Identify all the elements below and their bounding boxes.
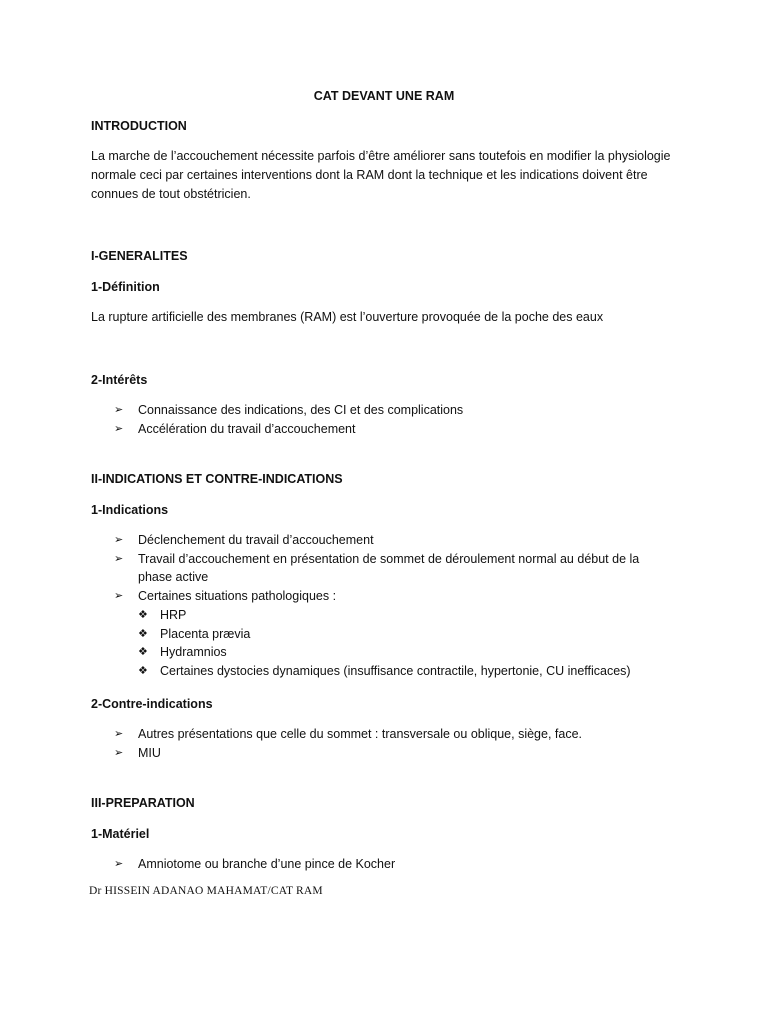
diamond-bullet-icon: ❖	[138, 626, 148, 640]
list-item: ❖ Certaines dystocies dynamiques (insuffisance contractile, hypertonie, CU inefficaces)	[138, 662, 674, 681]
page-footer: Dr HISSEIN ADANAO MAHAMAT/CAT RAM	[89, 885, 323, 897]
heading-introduction: INTRODUCTION	[91, 119, 187, 133]
list-item: ➢ Connaissance des indications, des CI et des complications	[114, 401, 674, 420]
list-item: ➢ Travail d’accouchement en présentation de sommet de déroulement normal au début de la phase active	[114, 551, 640, 585]
arrow-bullet-icon: ➢	[114, 551, 124, 565]
arrow-bullet-icon: ➢	[114, 745, 124, 759]
list-item: ➢ Accélération du travail d’accouchement	[114, 420, 674, 439]
heading-definition: 1-Définition	[91, 280, 160, 294]
list-item: ➢ Amniotome ou branche d’une pince de Kocher	[114, 855, 674, 874]
materiel-list	[114, 855, 674, 874]
heading-materiel: 1-Matériel	[91, 827, 150, 841]
arrow-bullet-icon: ➢	[114, 589, 124, 603]
arrow-bullet-icon: ➢	[114, 727, 124, 740]
arrow-bullet-icon: ➢	[114, 533, 124, 546]
list-item: ❖ Placenta prævia	[138, 625, 674, 644]
diamond-bullet-icon: ❖	[138, 663, 148, 677]
arrow-bullet-icon: ➢	[114, 421, 124, 435]
pathologic-situations-list	[138, 606, 674, 681]
definition-paragraph: La rupture artificielle des membranes (RAM) est l’ouverture provoquée de la poche des eaux	[91, 310, 604, 324]
heading-interets: 2-Intérêts	[91, 373, 148, 387]
document-title: CAT DEVANT UNE RAM	[313, 89, 455, 103]
intro-paragraph: La marche de l’accouchement nécessite parfois d’être améliorer sans toutefois en modifier la physiologie normale ceci par certaines interventions dont la RAM dont la technique et les indications doivent être connues de tout obstétricien.	[91, 149, 671, 201]
arrow-bullet-icon: ➢	[114, 403, 124, 416]
diamond-bullet-icon: ❖	[138, 645, 148, 659]
diamond-bullet-icon: ❖	[138, 607, 148, 621]
heading-indications: 1-Indications	[91, 503, 169, 517]
contre-indications-list	[114, 725, 674, 762]
list-item: ➢ MIU	[114, 744, 674, 763]
interets-list	[114, 401, 674, 438]
arrow-bullet-icon: ➢	[114, 857, 124, 870]
heading-contre-indications: 2-Contre-indications	[91, 697, 213, 711]
list-item: ➢ Autres présentations que celle du sommet : transversale ou oblique, siège, face.	[114, 725, 674, 744]
heading-indications-contre-indications: II-INDICATIONS ET CONTRE-INDICATIONS	[91, 472, 343, 486]
list-item: ➢ Déclenchement du travail d’accouchement	[114, 531, 674, 550]
list-item: ❖ HRP	[138, 606, 674, 625]
heading-preparation: III-PREPARATION	[91, 796, 195, 810]
heading-generalites: I-GENERALITES	[91, 249, 188, 263]
list-item: ➢ Certaines situations pathologiques : ❖ HRP ❖ Placenta prævia ❖ Hydramnios ❖ Certaines dystocies dynamiques (insuffisance contractile, hypertonie, CU inefficaces)	[114, 587, 674, 681]
list-item: ❖ Hydramnios	[138, 643, 674, 662]
indications-list	[114, 531, 674, 681]
